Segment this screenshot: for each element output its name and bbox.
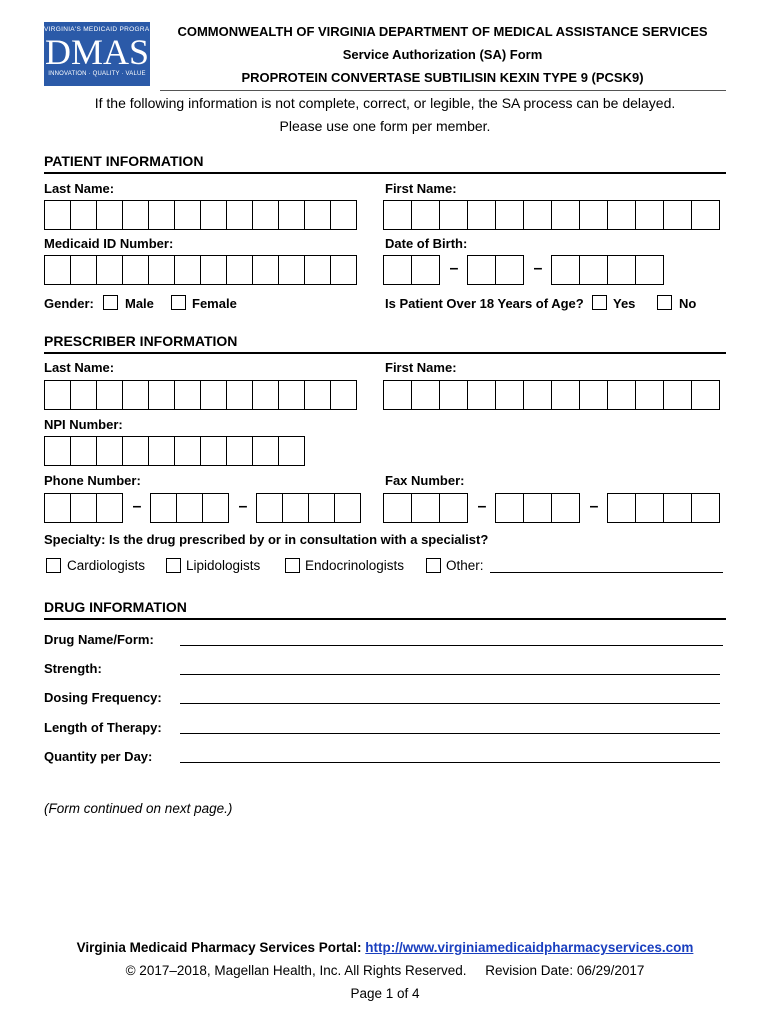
prescriber-last-name-label: Last Name: bbox=[44, 360, 115, 375]
header-line-3: PROPROTEIN CONVERTASE SUBTILISIN KEXIN TYPE 9 (PCSK9) bbox=[241, 70, 644, 85]
quantity-label: Quantity per Day: bbox=[44, 749, 153, 764]
patient-last-name-label: Last Name: bbox=[44, 181, 115, 196]
continued-note: (Form continued on next page.) bbox=[44, 801, 233, 816]
other-checkbox[interactable] bbox=[426, 558, 441, 573]
length-label: Length of Therapy: bbox=[44, 720, 162, 735]
lipidologists-checkbox[interactable] bbox=[166, 558, 181, 573]
revision-date: Revision Date: 06/29/2017 bbox=[485, 963, 645, 978]
copyright-text: © 2017–2018, Magellan Health, Inc. All Rights Reserved. bbox=[125, 963, 467, 978]
prescriber-first-name-label: First Name: bbox=[385, 360, 457, 375]
phone-label: Phone Number: bbox=[44, 473, 141, 488]
patient-section-rule bbox=[44, 172, 726, 174]
portal-line bbox=[44, 940, 726, 955]
patient-first-name-label: First Name: bbox=[385, 181, 457, 196]
prescriber-section-rule bbox=[44, 352, 726, 354]
header-line-2: Service Authorization (SA) Form bbox=[342, 47, 543, 62]
portal-label: Virginia Medicaid Pharmacy Services Portal: bbox=[76, 940, 362, 955]
prescriber-first-name-boxes[interactable] bbox=[383, 380, 720, 410]
other-line[interactable] bbox=[490, 572, 723, 573]
logo-bottom-text: INNOVATION · QUALITY · VALUE bbox=[48, 71, 146, 77]
length-line[interactable] bbox=[180, 733, 720, 734]
dob-dash: – bbox=[449, 260, 459, 277]
phone-dash: – bbox=[132, 498, 142, 515]
strength-line[interactable] bbox=[180, 674, 720, 675]
no-label: No bbox=[679, 296, 697, 311]
phone-dash: – bbox=[238, 498, 248, 515]
prescriber-section-title: PRESCRIBER INFORMATION bbox=[44, 333, 238, 349]
female-label: Female bbox=[192, 296, 237, 311]
npi-label: NPI Number: bbox=[44, 417, 123, 432]
fax-dash: – bbox=[477, 498, 487, 515]
fax-label: Fax Number: bbox=[385, 473, 465, 488]
dmas-logo bbox=[44, 22, 156, 86]
patient-section-title: PATIENT INFORMATION bbox=[44, 153, 204, 169]
phone-boxes[interactable] bbox=[44, 493, 361, 523]
dob-dash: – bbox=[533, 260, 543, 277]
cardiologists-checkbox[interactable] bbox=[46, 558, 61, 573]
female-checkbox[interactable] bbox=[171, 295, 186, 310]
cardiologists-label: Cardiologists bbox=[67, 558, 146, 573]
no-checkbox[interactable] bbox=[657, 295, 672, 310]
medicaid-id-boxes[interactable] bbox=[44, 255, 357, 285]
notice-line-1: If the following information is not complete, correct, or legible, the SA process can be delayed. bbox=[94, 95, 676, 111]
notice-line-2: Please use one form per member. bbox=[279, 118, 491, 134]
page-number: Page 1 of 4 bbox=[350, 986, 420, 1001]
patient-last-name-boxes[interactable] bbox=[44, 200, 357, 230]
male-checkbox[interactable] bbox=[103, 295, 118, 310]
patient-first-name-boxes[interactable] bbox=[383, 200, 720, 230]
specialty-question: Specialty: Is the drug prescribed by or in consultation with a specialist? bbox=[44, 532, 489, 547]
drug-name-label: Drug Name/Form: bbox=[44, 632, 154, 647]
header-line-1: COMMONWEALTH OF VIRGINIA DEPARTMENT OF MEDICAL ASSISTANCE SERVICES bbox=[177, 24, 708, 39]
other-label: Other: bbox=[446, 558, 484, 573]
lipidologists-label: Lipidologists bbox=[186, 558, 261, 573]
over-18-label: Is Patient Over 18 Years of Age? bbox=[385, 296, 584, 311]
dob-boxes[interactable] bbox=[383, 255, 664, 285]
prescriber-last-name-boxes[interactable] bbox=[44, 380, 357, 410]
quantity-line[interactable] bbox=[180, 762, 720, 763]
strength-label: Strength: bbox=[44, 661, 102, 676]
drug-name-line[interactable] bbox=[180, 645, 723, 646]
male-label: Male bbox=[125, 296, 154, 311]
drug-section-rule bbox=[44, 618, 726, 620]
dob-label: Date of Birth: bbox=[385, 236, 468, 251]
yes-checkbox[interactable] bbox=[592, 295, 607, 310]
logo-main-text: DMAS bbox=[44, 32, 150, 72]
drug-section-title: DRUG INFORMATION bbox=[44, 599, 187, 615]
copyright-line bbox=[44, 963, 726, 978]
npi-boxes[interactable] bbox=[44, 436, 305, 466]
endocrinologists-label: Endocrinologists bbox=[305, 558, 405, 573]
logo-top-text: VIRGINIA'S MEDICAID PROGRAM bbox=[44, 26, 156, 33]
header-rule bbox=[160, 90, 726, 91]
fax-boxes[interactable] bbox=[383, 493, 720, 523]
gender-label: Gender: bbox=[44, 296, 94, 311]
yes-label: Yes bbox=[613, 296, 636, 311]
portal-link[interactable]: http://www.virginiamedicaidpharmacyservices.com bbox=[365, 940, 694, 955]
endocrinologists-checkbox[interactable] bbox=[285, 558, 300, 573]
fax-dash: – bbox=[589, 498, 599, 515]
medicaid-id-label: Medicaid ID Number: bbox=[44, 236, 174, 251]
dosing-line[interactable] bbox=[180, 703, 720, 704]
dosing-label: Dosing Frequency: bbox=[44, 690, 162, 705]
